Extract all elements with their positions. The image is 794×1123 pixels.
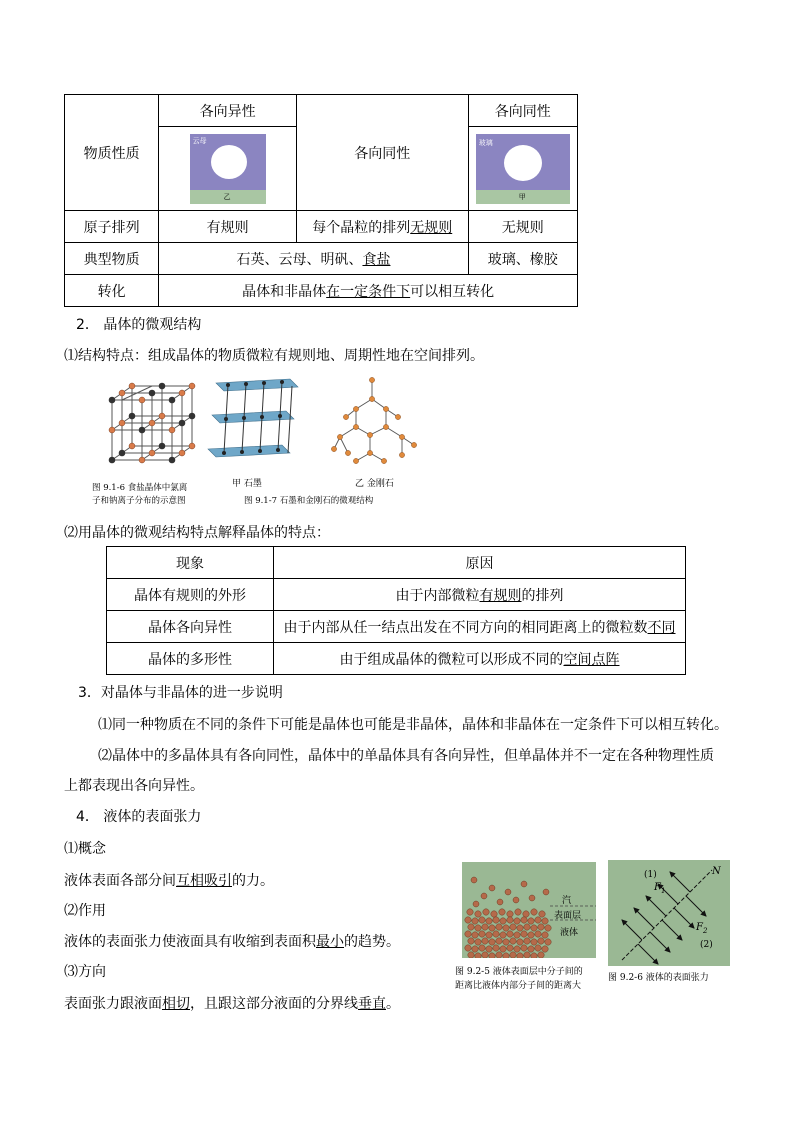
structure-feature: ⑴结构特点：组成晶体的物质微粒有规则地、周期性地在空间排列。 xyxy=(64,348,484,364)
graphite-label: 甲 石墨 xyxy=(232,479,262,489)
mica-bottom-label: 乙 xyxy=(223,192,231,201)
section-3-para-2a: ⑵晶体中的多晶体具有各向同性，晶体中的单晶体具有各向异性，但单晶体并不一定在各种物理性质 xyxy=(98,748,714,764)
atoms-regular: 有规则 xyxy=(159,211,297,243)
header-anisotropy: 各向异性 xyxy=(159,95,297,127)
direction-heading: ⑶方向 xyxy=(64,964,106,980)
atoms-grain-underlined: 无规则 xyxy=(410,219,453,236)
header-phenomenon: 现象 xyxy=(107,547,274,579)
row-header-typical: 典型物质 xyxy=(65,243,159,275)
glass-image xyxy=(476,134,570,204)
glass-bottom-label: 甲 xyxy=(518,192,526,201)
nacl-caption-2: 子和钠离子分布的示意图 xyxy=(92,496,186,506)
reason-aniso-a: 由于内部从任一结点出发在不同方向的相同距离上的微粒数 xyxy=(283,619,648,636)
nacl-caption-1: 图 9.1-6 食盐晶体中氯离 xyxy=(92,483,188,493)
effect-text xyxy=(64,931,400,951)
reason-poly-a: 由于组成晶体的微粒可以形成不同的 xyxy=(339,651,564,668)
effect-a: 液体的表面张力使液面具有收缩到表面积 xyxy=(64,934,316,950)
convert-text-c: 可以相互转化 xyxy=(410,283,495,300)
concept-heading: ⑴概念 xyxy=(64,841,106,857)
reason-shape-a: 由于内部微粒 xyxy=(395,587,480,604)
vapor-label: 汽 xyxy=(562,896,572,906)
surface-layer-label: 表面层 xyxy=(554,911,582,921)
glass-image-cell xyxy=(468,127,577,211)
reason-shape xyxy=(274,579,686,611)
mica-image xyxy=(190,134,266,204)
section-3-para-1: ⑴同一种物质在不同的条件下可能是晶体也可能是非晶体，晶体和非晶体在一定条件下可以相互转化。 xyxy=(98,717,728,733)
direction-text xyxy=(64,993,400,1013)
concept-text xyxy=(64,870,274,890)
f2-label xyxy=(696,922,707,935)
explain-intro: ⑵用晶体的微观结构特点解释晶体的特点： xyxy=(64,525,330,541)
direction-b: 相切 xyxy=(162,996,190,1012)
phenomenon-anisotropy: 晶体各向异性 xyxy=(107,611,274,643)
surface-tension-figure xyxy=(608,860,730,966)
atoms-grain-text: 每个晶粒的排列 xyxy=(312,219,411,236)
phenomenon-reason-table xyxy=(106,546,686,675)
convert-cell xyxy=(159,275,578,307)
surface-layer-figure xyxy=(462,862,596,958)
concept-c: 的力。 xyxy=(232,873,274,889)
concept-b: 互相吸引 xyxy=(176,873,232,889)
reason-shape-c: 的排列 xyxy=(521,587,564,604)
row-header-convert: 转化 xyxy=(65,275,159,307)
f2-subscript: 2 xyxy=(702,927,708,935)
region-2-label: (2) xyxy=(700,940,713,950)
region-1-label: (1) xyxy=(644,870,657,880)
phenomenon-shape: 晶体有规则的外形 xyxy=(107,579,274,611)
surface-caption-1: 图 9.2-5 液体表面层中分子间的 xyxy=(455,967,583,977)
f1-subscript: 1 xyxy=(660,887,666,895)
crystal-comparison-table xyxy=(64,94,578,307)
phenomenon-polymorph: 晶体的多形性 xyxy=(107,643,274,675)
graphite-diamond-caption: 图 9.1-7 石墨和金刚石的微观结构 xyxy=(244,496,374,506)
cell-isotropy-mid: 各向同性 xyxy=(296,95,468,211)
reason-anisotropy xyxy=(274,611,686,643)
atoms-grain xyxy=(296,211,468,243)
section-3-heading: 3．对晶体与非晶体的进一步说明 xyxy=(78,685,283,701)
mica-image-cell xyxy=(159,127,297,211)
nacl-lattice-figure xyxy=(104,378,200,474)
reason-poly-b: 空间点阵 xyxy=(563,651,620,668)
typical-salt: 食盐 xyxy=(362,251,391,268)
direction-c: ，且跟这部分液面的分界线 xyxy=(190,996,358,1012)
tension-caption: 图 9.2-6 液体的表面张力 xyxy=(608,973,709,983)
direction-e: 。 xyxy=(386,996,400,1012)
convert-text-a: 晶体和非晶体 xyxy=(242,283,327,300)
reason-shape-b: 有规则 xyxy=(479,587,522,604)
f2-letter: F xyxy=(696,922,703,933)
graphite-figure xyxy=(206,377,302,467)
header-isotropy-right: 各向同性 xyxy=(468,95,577,127)
section-2-heading: 2． 晶体的微观结构 xyxy=(76,317,202,333)
diamond-figure xyxy=(326,375,422,467)
direction-d: 垂直 xyxy=(358,996,386,1012)
typical-crystals-text: 石英、云母、明矾、 xyxy=(236,251,363,268)
typical-crystals xyxy=(159,243,468,275)
effect-c: 的趋势。 xyxy=(344,934,400,950)
f1-label xyxy=(654,882,665,895)
section-3-para-2b: 上都表现出各向异性。 xyxy=(64,778,204,794)
surface-caption-2: 距离比液体内部分子间的距离大 xyxy=(455,981,582,991)
effect-heading: ⑵作用 xyxy=(64,903,106,919)
f1-letter: F xyxy=(654,882,661,893)
header-reason: 原因 xyxy=(274,547,686,579)
reason-polymorph xyxy=(274,643,686,675)
convert-condition: 在一定条件下 xyxy=(326,283,411,300)
liquid-label: 液体 xyxy=(560,928,579,938)
effect-b: 最小 xyxy=(316,934,344,950)
typical-amorphous: 玻璃、橡胶 xyxy=(468,243,577,275)
diamond-label: 乙 金刚石 xyxy=(355,479,394,489)
glass-label: 玻璃 xyxy=(478,138,493,147)
mica-label: 云母 xyxy=(192,136,207,145)
row-header-properties: 物质性质 xyxy=(65,95,159,211)
direction-a: 表面张力跟液面 xyxy=(64,996,162,1012)
row-header-atoms: 原子排列 xyxy=(65,211,159,243)
reason-aniso-b: 不同 xyxy=(647,619,676,636)
n-label: N xyxy=(712,866,721,877)
concept-a: 液体表面各部分间 xyxy=(64,873,176,889)
section-4-heading: 4． 液体的表面张力 xyxy=(76,809,202,825)
atoms-irregular: 无规则 xyxy=(468,211,577,243)
